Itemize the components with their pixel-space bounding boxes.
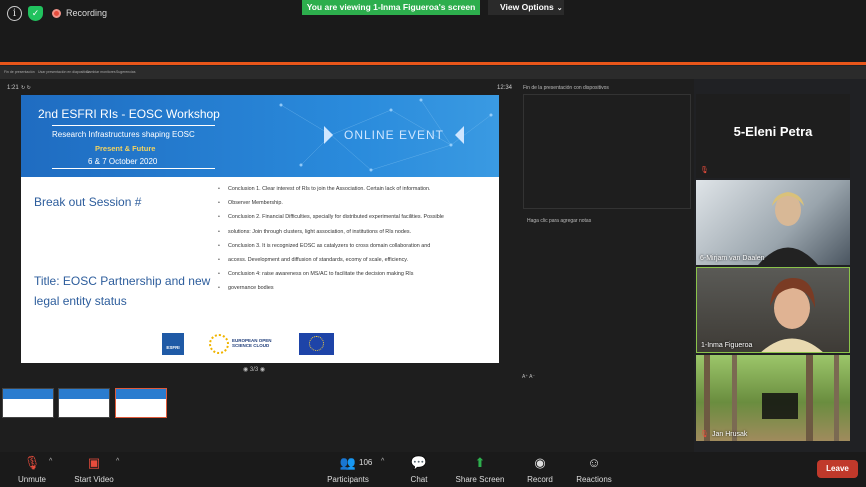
record-button[interactable] xyxy=(524,456,556,484)
participant-name: 1-Inma Figueroa xyxy=(701,342,753,349)
next-slide-label: Fin de la presentación con dispositivos xyxy=(523,85,609,91)
toolbar-suggestions[interactable]: Sugerencias xyxy=(116,70,136,74)
participant-video xyxy=(696,180,850,265)
forest-background xyxy=(696,355,850,441)
slide-subtitle: Research Infrastructures shaping EOSC xyxy=(52,130,195,139)
participant-tile[interactable] xyxy=(696,355,850,441)
audio-options-caret[interactable]: ^ xyxy=(49,458,53,465)
list-item: • solutions: Join through clusters, light association, of institutions of RIs nodes. xyxy=(218,225,493,239)
video-off-icon: ▣ xyxy=(87,455,101,470)
participant-count: 106 xyxy=(359,458,373,467)
conclusions-list xyxy=(218,182,493,296)
slide-tagline: Present & Future xyxy=(95,144,156,153)
start-video-label: Start Video xyxy=(74,475,114,484)
ppt-accent-line xyxy=(0,62,866,65)
chat-button[interactable] xyxy=(406,456,432,484)
participants-label: Participants xyxy=(327,475,369,484)
list-item: • Conclusion 3. It is recognized EOSC as catalyzers to cross domain collaboration and xyxy=(218,239,493,253)
slide-title: 2nd ESFRI RIs - EOSC Workshop xyxy=(38,107,220,121)
participant-tile-sharing[interactable] xyxy=(696,267,850,353)
record-icon: ◉ xyxy=(534,455,546,470)
participant-tile[interactable] xyxy=(696,180,850,265)
current-slide xyxy=(21,95,499,363)
list-item: • Conclusion 4: raise awareness on MS/AC to facilitate the decision making RIs xyxy=(218,267,493,281)
reactions-label: Reactions xyxy=(576,475,612,484)
reactions-button[interactable] xyxy=(574,456,614,484)
slide-header xyxy=(21,95,499,177)
chevron-down-icon: ⌄ xyxy=(556,5,563,12)
unmute-button[interactable] xyxy=(14,455,53,484)
slide-thumbnail[interactable] xyxy=(58,388,110,418)
toolbar-use-presentation[interactable]: Usar presentación en diapositiva xyxy=(38,70,89,74)
timer-controls[interactable]: ↻ ↻ xyxy=(21,85,31,91)
view-options-button[interactable] xyxy=(488,0,564,15)
slide-date: 6 & 7 October 2020 xyxy=(88,157,158,166)
reactions-icon: ☺ xyxy=(587,455,601,470)
start-video-button[interactable] xyxy=(70,456,118,484)
leave-button[interactable]: Leave xyxy=(817,460,858,478)
chat-icon: 💬 xyxy=(410,455,428,470)
slide-thumbnail[interactable] xyxy=(2,388,54,418)
elapsed-time: 1:21 xyxy=(7,85,19,91)
info-icon[interactable]: i xyxy=(7,6,22,21)
shield-icon[interactable]: ✓ xyxy=(28,6,43,21)
participant-name: 6-Mirjam van Daalen xyxy=(700,255,765,262)
list-item: • Conclusion 2. Financial Difficulties, specially for distributed experimental facilities. Possible xyxy=(218,210,493,224)
unmute-label: Unmute xyxy=(17,475,46,484)
esfri-logo: ESFRI xyxy=(162,333,184,355)
recording-label: Recording xyxy=(66,8,108,18)
share-screen-button[interactable] xyxy=(452,456,508,484)
next-slide-preview xyxy=(523,94,691,209)
slide-divider xyxy=(52,168,215,169)
list-item: • Conclusion 1. Clear interest of RIs to join the Association. Certain lack of information. xyxy=(218,182,493,196)
participants-icon: 👥 xyxy=(339,455,357,470)
eosc-logo xyxy=(209,333,279,355)
video-options-caret[interactable]: ^ xyxy=(116,458,120,465)
slide-pager[interactable]: ◉ 3/3 ◉ xyxy=(243,367,266,373)
eosc-logo-text: EUROPEAN OPEN SCIENCE CLOUD xyxy=(232,338,272,348)
list-item: • Observer Membership. xyxy=(218,196,493,210)
mic-off-icon: 🎙 xyxy=(700,431,709,438)
slide-thumbnail-active[interactable] xyxy=(115,388,167,418)
clock-time: 12:34 xyxy=(497,85,513,91)
view-options-label: View Options xyxy=(500,2,554,12)
share-screen-icon: ⬆ xyxy=(474,455,486,470)
chat-label: Chat xyxy=(410,475,428,484)
toolbar-switch-monitors[interactable]: Cambiar monitores xyxy=(86,70,116,74)
viewing-banner: You are viewing 1-Inma Figueroa's screen xyxy=(302,0,480,15)
eosc-mark-icon xyxy=(209,334,229,354)
notes-placeholder[interactable]: Haga clic para agregar notas xyxy=(527,218,592,224)
font-size-controls[interactable]: A⁺ A⁻ xyxy=(522,374,536,380)
toolbar-end-show[interactable]: Fin de presentación xyxy=(4,70,35,74)
participant-video xyxy=(697,268,850,353)
session-heading: Break out Session # xyxy=(34,195,142,209)
eu-flag-icon xyxy=(299,333,334,355)
presenter-toolbar xyxy=(0,66,866,79)
active-speaker-tile[interactable] xyxy=(696,94,850,178)
mic-off-icon: 🎙 xyxy=(700,167,709,174)
record-indicator-icon xyxy=(52,9,61,18)
slide-counter: 3/3 xyxy=(249,367,259,373)
list-item: • access. Development and diffusion of standards, ecomy of scale, efficiency. xyxy=(218,253,493,267)
online-event-label: ONLINE EVENT xyxy=(324,124,464,146)
participants-options-caret[interactable]: ^ xyxy=(381,458,385,465)
speaker-name: 5-Eleni Petra xyxy=(733,124,813,139)
meeting-top-bar xyxy=(0,0,866,62)
mic-muted-icon: 🎙 xyxy=(23,455,41,470)
slide-divider xyxy=(52,125,215,126)
meeting-controls xyxy=(0,452,866,487)
session-title: Title: EOSC Partnership and new legal entity status xyxy=(34,274,211,308)
list-item: • governance bodies xyxy=(218,281,493,295)
record-label: Record xyxy=(527,475,553,484)
participant-name: Jan Hrusak xyxy=(712,431,748,438)
share-screen-label: Share Screen xyxy=(455,475,505,484)
